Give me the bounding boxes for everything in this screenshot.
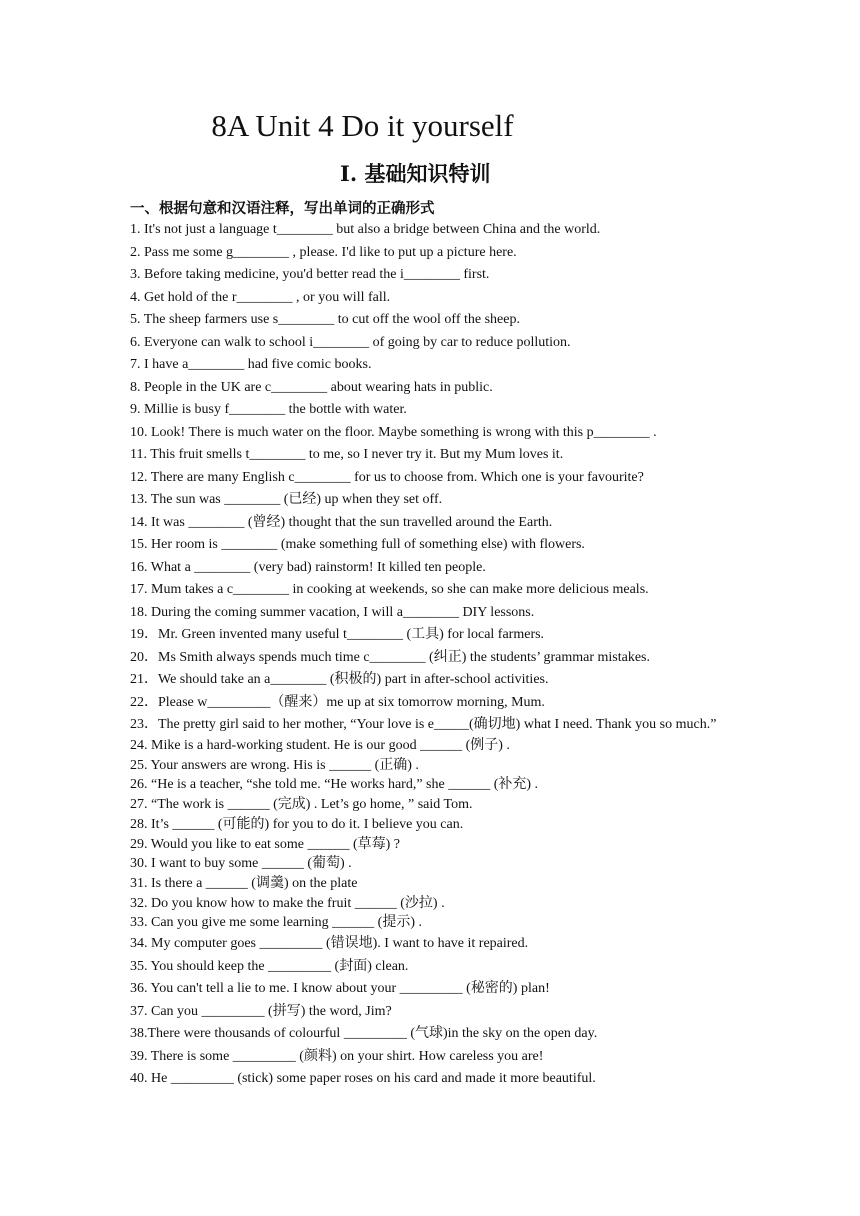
exercise-item: 33. Can you give me some learning ______ (提示) .	[130, 915, 423, 931]
exercise-item: 3. Before taking medicine, you'd better read the i________ first.	[130, 267, 490, 282]
exercise-item: 5. The sheep farmers use s________ to cut off the wool off the sheep.	[130, 312, 520, 327]
exercise-item: 19．Mr. Green invented many useful t________ (工具) for local farmers.	[130, 627, 545, 642]
exercise-item: 26. “He is a teacher, “she told me. “He works hard,” she ______ (补充) .	[130, 777, 539, 793]
exercise-item: 14. It was ________ (曾经) thought that the sun travelled around the Earth.	[130, 514, 553, 530]
exercise-item: 12. There are many English c________ for us to choose from. Which one is your favourite?	[130, 469, 644, 485]
exercise-item: 25. Your answers are wrong. His is ______ (正确) .	[130, 757, 419, 773]
exercise-item: 22．Please w_________（醒来）me up at six tomorrow morning, Mum.	[130, 694, 545, 710]
exercise-item: 24. Mike is a hard-working student. He is our good ______ (例子) .	[130, 738, 510, 753]
exercise-item: 13. The sun was ________ (已经) up when they set off.	[130, 492, 443, 507]
exercise-item: 34. My computer goes _________ (错误地). I want to have it repaired.	[130, 936, 529, 952]
exercise-item: 18. During the coming summer vacation, I will a________ DIY lessons.	[130, 604, 535, 620]
exercise-item: 31. Is there a ______ (调羹) on the plate	[130, 875, 358, 891]
exercise-item: 21．We should take an a________ (积极的) part in after-school activities.	[130, 672, 549, 687]
exercise-item: 11. This fruit smells t________ to me, so I never try it. But my Mum loves it.	[130, 447, 564, 462]
exercise-item: 39. There is some _________ (颜料) on your shirt. How careless you are!	[130, 1048, 544, 1064]
exercise-item: 9. Millie is busy f________ the bottle with water.	[130, 402, 407, 417]
exercise-item: 23．The pretty girl said to her mother, “Your love is e_____(确切地) what I need. Thank you so much.”	[130, 717, 717, 732]
exercise-item: 29. Would you like to eat some ______ (草莓) ?	[130, 836, 401, 852]
exercise-item: 17. Mum takes a c________ in cooking at weekends, so she can make more delicious meals.	[130, 582, 649, 597]
exercise-item: 32. Do you know how to make the fruit ______ (沙拉) .	[130, 895, 445, 911]
exercise-item: 27. “The work is ______ (完成) . Let’s go home, ” said Tom.	[130, 797, 473, 813]
exercise-item: 40. He _________ (stick) some paper roses on his card and made it more beautiful.	[130, 1071, 596, 1087]
exercise-list	[130, 219, 740, 1091]
exercise-item: 37. Can you _________ (拼写) the word, Jim?	[130, 1003, 392, 1019]
exercise-item: 35. You should keep the _________ (封面) clean.	[130, 958, 409, 974]
exercise-item: 2. Pass me some g________ , please. I'd like to put up a picture here.	[130, 244, 517, 260]
section-heading: 一、根据句意和汉语注释，写出单词的正确形式	[130, 201, 435, 217]
exercise-item: 7. I have a________ had five comic books.	[130, 357, 372, 372]
exercise-item: 38.There were thousands of colourful _________ (气球)in the sky on the open day.	[130, 1026, 598, 1042]
exercise-item: 20．Ms Smith always spends much time c________ (纠正) the students’ grammar mistakes.	[130, 649, 651, 665]
document-title: 8A Unit 4 Do it yourself	[211, 108, 514, 143]
exercise-item: 28. It’s ______ (可能的) for you to do it. I believe you can.	[130, 816, 464, 832]
exercise-item: 10. Look! There is much water on the floor. Maybe something is wrong with this p________ .	[130, 424, 657, 440]
exercise-item: 1. It's not just a language t________ but also a bridge between China and the world.	[130, 222, 601, 237]
exercise-item: 15. Her room is ________ (make something full of something else) with flowers.	[130, 537, 585, 552]
part-heading: I. 基础知识特训	[340, 161, 491, 186]
exercise-item: 36. You can't tell a lie to me. I know about your _________ (秘密的) plan!	[130, 981, 550, 997]
exercise-item: 30. I want to buy some ______ (葡萄) .	[130, 856, 352, 872]
exercise-item: 8. People in the UK are c________ about wearing hats in public.	[130, 379, 493, 395]
exercise-item: 4. Get hold of the r________ , or you will fall.	[130, 289, 391, 305]
exercise-item: 16. What a ________ (very bad) rainstorm! It killed ten people.	[130, 559, 486, 575]
exercise-item: 6. Everyone can walk to school i________ of going by car to reduce pollution.	[130, 334, 571, 350]
